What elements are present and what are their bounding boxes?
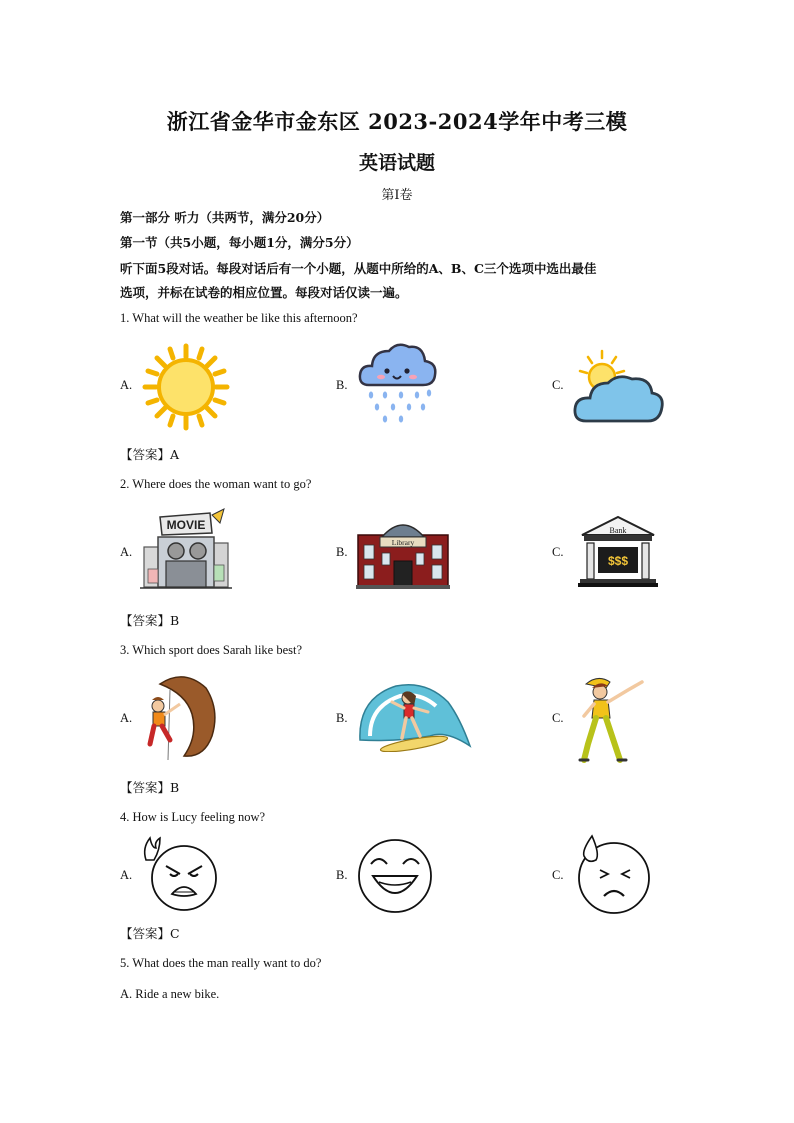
instruction-line-2: 选项，并标在试卷的相应位置。每段对话仅读一遍。 bbox=[120, 285, 408, 300]
question-5: 5. What does the man really want to do? bbox=[120, 956, 322, 970]
question-3: 3. Which sport does Sarah like best? bbox=[120, 643, 303, 657]
q4-option-b-label: B. bbox=[336, 868, 348, 882]
page-title: 浙江省金华市金东区 2023-2024学年中考三模 bbox=[166, 109, 628, 134]
q4-option-a-label: A. bbox=[120, 868, 133, 882]
q2-option-b-label: B. bbox=[336, 545, 348, 559]
surfing-icon bbox=[356, 680, 474, 752]
sun-icon bbox=[142, 343, 230, 431]
volume-label: 第I卷 bbox=[381, 188, 413, 203]
q1-answer: 【答案】A bbox=[120, 447, 180, 462]
library-sign-text: Library bbox=[391, 538, 415, 547]
bank-building-icon bbox=[578, 513, 658, 589]
bank-sign-text: Bank bbox=[609, 526, 627, 535]
q3-option-a-label: A. bbox=[120, 711, 133, 725]
q4-answer: 【答案】C bbox=[120, 926, 180, 941]
q1-option-a-label: A. bbox=[120, 378, 133, 392]
q3-option-b-label: B. bbox=[336, 711, 348, 725]
q5-option-a: A. Ride a new bike. bbox=[120, 987, 220, 1001]
dancing-icon bbox=[578, 672, 650, 768]
library-building-icon bbox=[356, 515, 450, 589]
q2-option-a-label: A. bbox=[120, 545, 133, 559]
section-heading: 第一节（共5小题，每小题1分，满分5分） bbox=[120, 235, 359, 250]
angry-face-icon bbox=[140, 836, 220, 914]
q2-answer: 【答案】B bbox=[120, 613, 180, 628]
happy-face-icon bbox=[355, 836, 435, 914]
q3-option-c-label: C. bbox=[552, 711, 564, 725]
q1-option-b-label: B. bbox=[336, 378, 348, 392]
question-4: 4. How is Lucy feeling now? bbox=[120, 810, 266, 824]
movie-theater-icon bbox=[140, 507, 232, 597]
partly-cloudy-icon bbox=[572, 349, 666, 425]
sweating-face-icon bbox=[570, 832, 654, 916]
q2-option-c-label: C. bbox=[552, 545, 564, 559]
movie-sign-text: MOVIE bbox=[166, 518, 206, 532]
q1-option-c-label: C. bbox=[552, 378, 564, 392]
q3-answer: 【答案】B bbox=[120, 780, 180, 795]
page-subtitle: 英语试题 bbox=[358, 152, 435, 174]
instruction-line-1: 听下面5段对话。每段对话后有一个小题，从题中所给的A、B、C三个选项中选出最佳 bbox=[120, 261, 597, 276]
bank-money-text: $$$ bbox=[607, 554, 629, 568]
rock-climbing-icon bbox=[140, 670, 220, 762]
q4-option-c-label: C. bbox=[552, 868, 564, 882]
question-2: 2. Where does the woman want to go? bbox=[120, 477, 312, 491]
rain-cloud-icon bbox=[357, 339, 439, 431]
question-1: 1. What will the weather be like this afternoon? bbox=[120, 311, 358, 325]
part-heading: 第一部分 听力（共两节，满分20分） bbox=[120, 210, 330, 225]
